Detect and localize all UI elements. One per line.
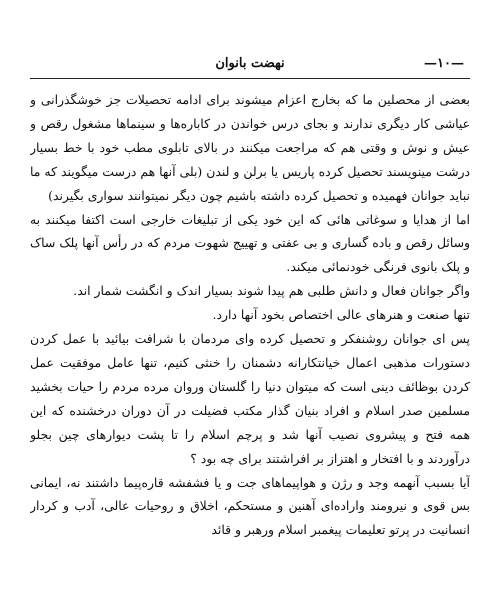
page-number: —١٠— [424, 56, 464, 71]
paragraph-3: واگر جوانان فعال و دانش طلبی هم پیدا شوند بسیار اندک و انگشت شمار اند. [73, 283, 470, 299]
paragraph-2: اما از هدایا و سوغاتی هائی که این خود یکی از تبلیغات خارجی است اکتفا میکنند به وسائل رقص و باده گساری و بی عفتی و تهییج شهوت مردم که در رأس آنها پلک ساک و پلک بانوی فرنگی خودنمائی میکند. [30, 211, 470, 275]
page-body [30, 88, 470, 592]
paragraph-6: آیا بسبب آنهمه وجد و رژن و هواپیماهای جت و یا فشفشه قاره‌پیما داشتند نه، ایمانی بس قوی و نیرومند واراده‌ای آهنین و مستحکم، اخلاق و روحیات عالی، آدب و کردار انسانیت در پرتو تعلیمات پیغمبر اسلام ورهبر و قائد [30, 474, 470, 538]
running-title: نهضت بانوان [215, 56, 285, 71]
paragraph-1: بعضی از محصلین ما که بخارج اعزام میشوند برای ادامه تحصیلات جز خوشگذرانی و عیاشی کار دیگری ندارند و بجای درس خواندن در کاباره‌ها و سینماها مشغول رقص و عیش و نوش و وقتی هم که مراجعت میکنند در بالای تابلوی مطب خود با خط بسیار درشت مینویسند تحصیل کرده پاریس یا برلن و لندن (بلی آنها هم درست میگویند که ما نباید جوانان فهمیده و تحصیل کرده داشته باشیم چون دیگر نمیتوانند سواری بگیرند) [30, 92, 470, 203]
page-header [30, 52, 470, 79]
paragraph-5: پس ای جوانان روشنفکر و تحصیل کرده وای مردمان با شرافت بیائید با عمل کردن دستورات مذهبی اعمال خیانتکارانه دشمنان را خنثی کنیم، تنها عامل موفقیت عمل کردن بوظائف دینی است که میتوان دنیا را گلستان وروان مرده مردم را حیات بخشید مسلمین صدر اسلام و افراد بنیان گذار مکتب فضیلت در آن دوران درخشنده که این همه فتح و پیشروی نصیب آنها شد و پرچم اسلام را تا پشت دیوارهای چین بجلو درآوردند و با افتخار و اهتزاز بر افراشتند برای چه بود ؟ [30, 331, 470, 466]
paragraph-4: تنها صنعت و هنرهای عالی اختصاص بخود آنها دارد. [212, 307, 470, 323]
